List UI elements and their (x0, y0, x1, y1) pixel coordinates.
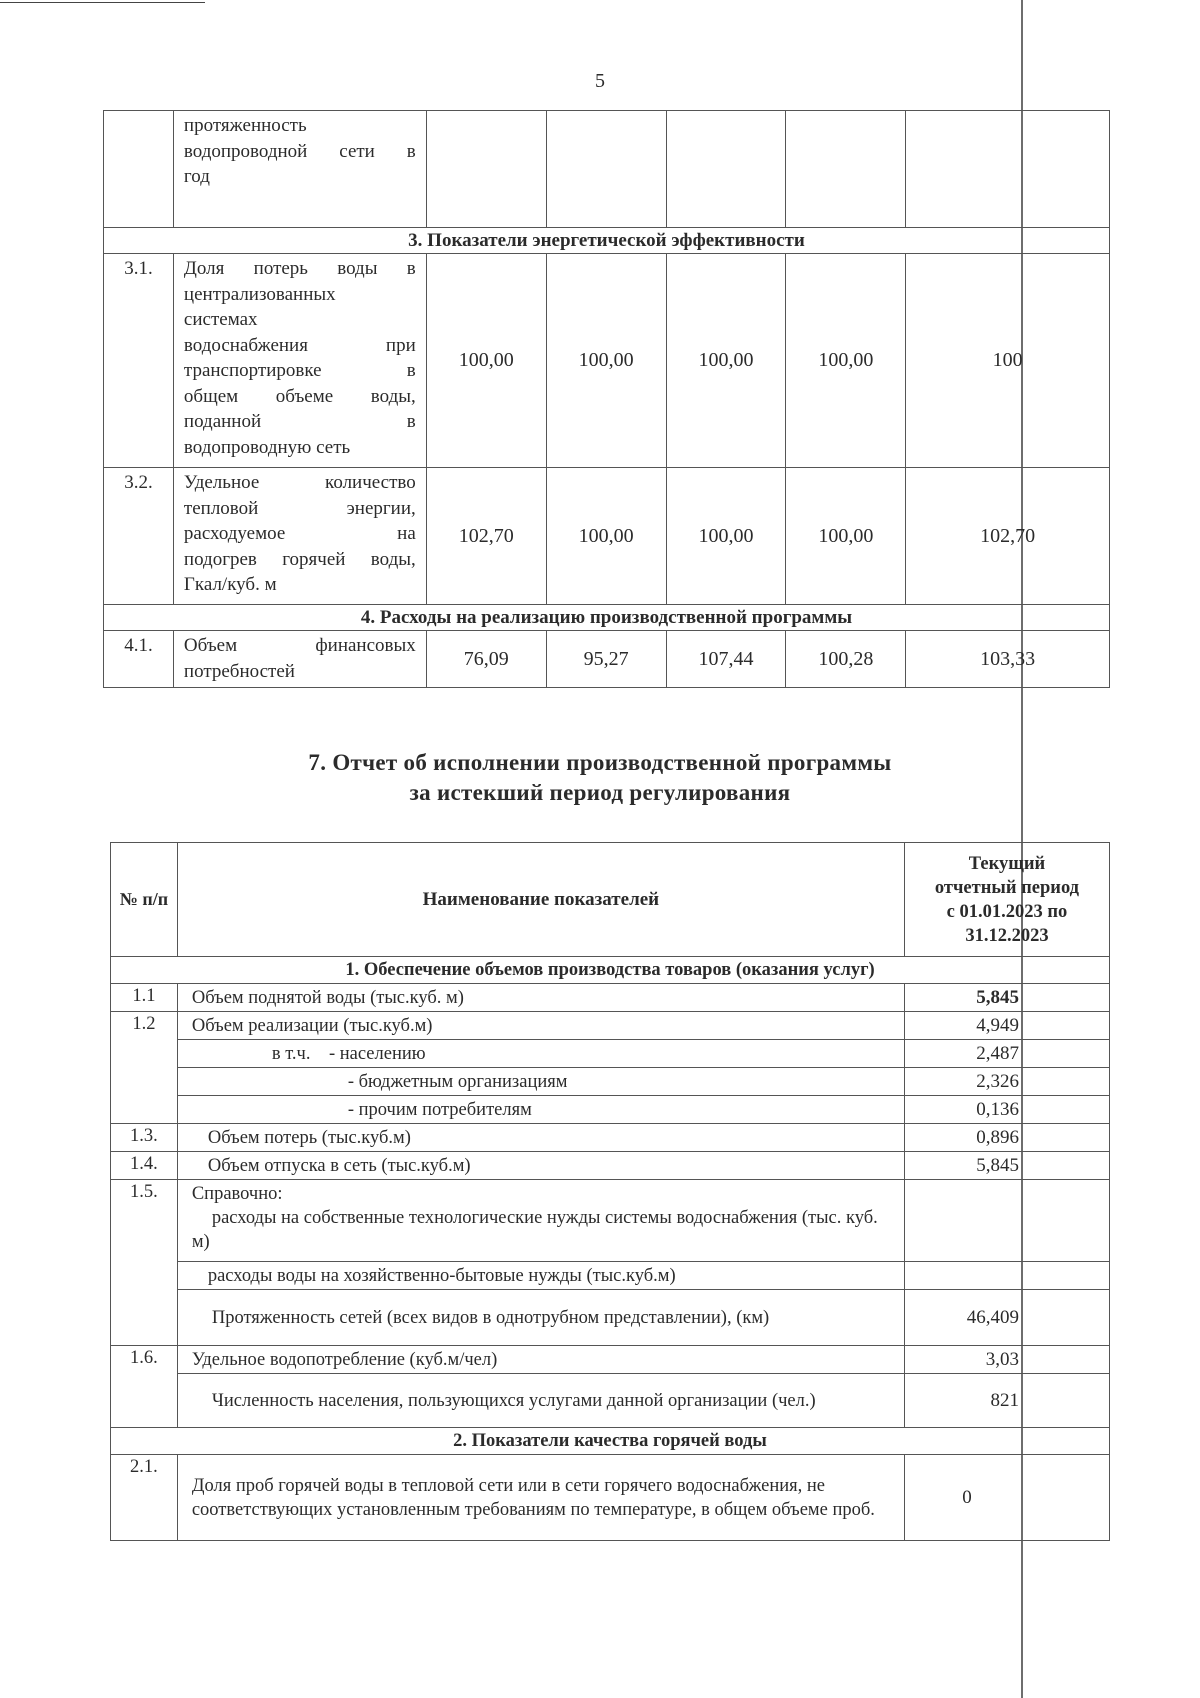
indicator-name: Доля проб горячей воды в тепловой сети или в сети горячего водоснабжения, не соответствующих установленным требованиям по температуре, в общем объеме проб. (177, 1455, 904, 1541)
value-cell: 100,00 (546, 468, 666, 605)
indicator-name (177, 1040, 904, 1068)
text-line: отчетный период (934, 877, 1080, 898)
table-row (111, 1180, 1110, 1262)
value-cell: 107,44 (666, 631, 786, 688)
table-row (111, 1374, 1110, 1428)
indicators-table (103, 110, 1110, 688)
section-heading (0, 748, 1200, 808)
table-row (111, 1290, 1110, 1346)
value-cell (906, 111, 1110, 228)
table-row (111, 984, 1110, 1012)
indicator-name: Объем поднятой воды (тыс.куб. м) (177, 984, 904, 1012)
heading-line: 7. Отчет об исполнении производственной программы (308, 750, 892, 775)
table-row (111, 1346, 1110, 1374)
indicator-value: 0,136 (904, 1096, 1109, 1124)
row-number: 3.1. (104, 254, 174, 468)
value-cell: 103,33 (906, 631, 1110, 688)
indicator-name: Протяженность сетей (всех видов в однотрубном представлении), (км) (177, 1290, 904, 1346)
value-cell (546, 111, 666, 228)
indicator-name: Объем реализации (тыс.куб.м) (177, 1012, 904, 1040)
indicator-value: 2,326 (904, 1068, 1109, 1096)
section-title: 4. Расходы на реализацию производственной программы (104, 605, 1110, 631)
text-line: общем объеме воды, (183, 385, 416, 407)
indicator-name: - бюджетным организациям (177, 1068, 904, 1096)
table-row (104, 111, 1110, 228)
row-number: 1.2 (111, 1012, 178, 1124)
text-line: 31.12.2023 (965, 925, 1049, 946)
row-number: 1.6. (111, 1346, 178, 1428)
section-row (104, 228, 1110, 254)
indicator-name (177, 1180, 904, 1262)
table-row (104, 468, 1110, 605)
indicator-value: 0 (904, 1455, 1109, 1541)
text-line: Гкал/куб. м (183, 574, 277, 595)
table-row (104, 631, 1110, 688)
value-cell: 100,28 (786, 631, 906, 688)
table-row (111, 1152, 1110, 1180)
text-line: Объем финансовых (183, 635, 416, 656)
section-row (104, 605, 1110, 631)
section-title: 1. Обеспечение объемов производства товаров (оказания услуг) (111, 957, 1110, 984)
row-number: 1.1 (111, 984, 178, 1012)
value-cell (786, 111, 906, 228)
text-line: потребностей (183, 660, 295, 682)
row-number: 3.2. (104, 468, 174, 605)
value-cell: 100,00 (546, 254, 666, 468)
header-row (111, 843, 1110, 957)
reference-item: расходы на собственные технологические нужды системы водоснабжения (тыс. куб. м) (191, 1208, 878, 1252)
table-row (104, 254, 1110, 468)
page-number: 5 (595, 70, 605, 92)
indicator-value: 4,949 (904, 1012, 1109, 1040)
text-line: с 01.01.2023 по (946, 901, 1068, 922)
indicator-value: 821 (904, 1374, 1109, 1428)
text-line: тепловой энергии, (183, 497, 416, 519)
heading-line: за истекший период регулирования (409, 780, 791, 805)
row-number: 1.5. (111, 1180, 178, 1346)
value-cell: 100,00 (426, 254, 546, 468)
indicator-name: Объем отпуска в сеть (тыс.куб.м) (177, 1152, 904, 1180)
text-line: Текущий (968, 853, 1046, 874)
table-row (111, 1262, 1110, 1290)
text-line: водоснабжения при (183, 334, 416, 356)
row-number-cell (104, 111, 174, 228)
row-number: 1.4. (111, 1152, 178, 1180)
indicator-name-cell (173, 468, 426, 605)
text-line: подогрев горячей воды, (183, 548, 416, 570)
indicator-value: 3,03 (904, 1346, 1109, 1374)
text-line: системах (183, 309, 258, 330)
table-row (111, 1068, 1110, 1096)
text-line: год (183, 166, 210, 187)
value-cell: 76,09 (426, 631, 546, 688)
text-line: транспортировке в (183, 360, 416, 381)
section-title: 3. Показатели энергетической эффективности (104, 228, 1110, 254)
table-row (111, 1012, 1110, 1040)
section-row (111, 957, 1110, 984)
value-cell: 95,27 (546, 631, 666, 688)
indicator-name: Численность населения, пользующихся услугами данной организации (чел.) (177, 1374, 904, 1428)
value-cell: 100 (906, 254, 1110, 468)
table-row (111, 1096, 1110, 1124)
text-line: поданной в (183, 411, 416, 432)
indicator-value: 5,845 (904, 1152, 1109, 1180)
indicator-value: 46,409 (904, 1290, 1109, 1346)
indicator-name: расходы воды на хозяйственно-бытовые нужды (тыс.куб.м) (177, 1262, 904, 1290)
indicator-name: - прочим потребителям (177, 1096, 904, 1124)
indicator-name: Удельное водопотребление (куб.м/чел) (177, 1346, 904, 1374)
indicator-name: Объем потерь (тыс.куб.м) (177, 1124, 904, 1152)
indicator-value: 5,845 (904, 984, 1109, 1012)
indicator-value (904, 1180, 1109, 1262)
indicator-name-cell (173, 631, 426, 688)
column-header-name: Наименование показателей (177, 843, 904, 957)
text-line: водопроводную сеть (183, 436, 351, 458)
section-row (111, 1428, 1110, 1455)
value-cell: 102,70 (906, 468, 1110, 605)
text-line: расходуемое на (183, 523, 416, 544)
text-line: централизованных (183, 283, 336, 305)
text-line: Доля потерь воды в (183, 258, 416, 279)
column-header-period (904, 843, 1109, 957)
reference-label: Справочно: (191, 1184, 283, 1204)
column-header-number: № п/п (111, 843, 178, 957)
value-cell: 102,70 (426, 468, 546, 605)
indicator-name-cell (173, 254, 426, 468)
text-line: протяженность (183, 115, 307, 136)
row-number: 1.3. (111, 1124, 178, 1152)
value-cell: 100,00 (666, 468, 786, 605)
table-row (111, 1455, 1110, 1541)
table-row (111, 1040, 1110, 1068)
section-title: 2. Показатели качества горячей воды (111, 1428, 1110, 1455)
indicator-value (904, 1262, 1109, 1290)
indicator-value: 0,896 (904, 1124, 1109, 1152)
indicator-value: 2,487 (904, 1040, 1109, 1068)
value-cell: 100,00 (786, 254, 906, 468)
row-number: 4.1. (104, 631, 174, 688)
text-line: Удельное количество (183, 472, 416, 493)
value-cell: 100,00 (786, 468, 906, 605)
row-number: 2.1. (111, 1455, 178, 1541)
indicator-name-cell (173, 111, 426, 228)
sub-item-label: - населению (328, 1043, 426, 1064)
value-cell (666, 111, 786, 228)
top-rule (0, 2, 205, 3)
text-line: водопроводной сети в (183, 140, 416, 162)
report-table (110, 842, 1110, 1541)
prefix-label: в т.ч. (271, 1043, 311, 1064)
table-row (111, 1124, 1110, 1152)
value-cell: 100,00 (666, 254, 786, 468)
value-cell (426, 111, 546, 228)
